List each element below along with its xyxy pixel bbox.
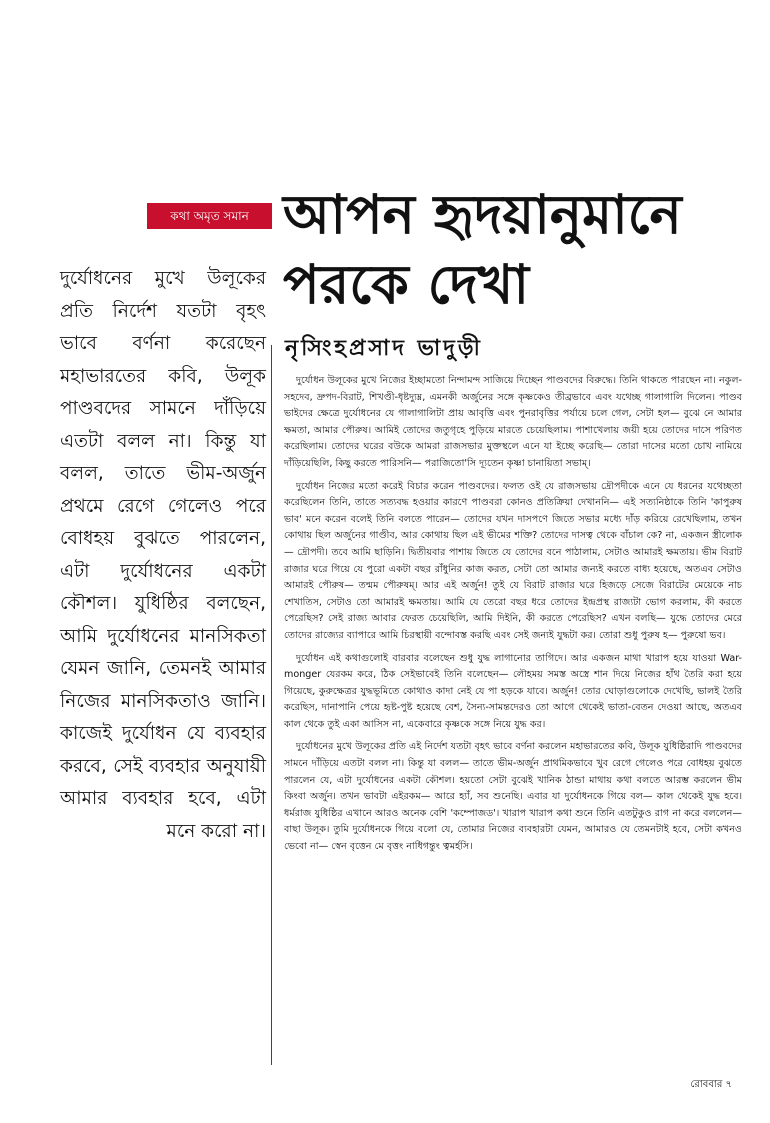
column-divider — [271, 345, 272, 1065]
pull-quote: দুর্যোধনের মুখে উলূকের প্রতি নির্দেশ যতটা বৃহৎ ভাবে বর্ণনা করেছেন মহাভারতের কবি, উলূক পাণ্ডবদের সামনে দাঁড়িয়ে এতটা বলল না। কিন্তু যা বলল, তাতে ভীম-অর্জুন প্রথমে রেগে গেলেও পরে বোধহয় বুঝতে পারলেন, এটা দুর্যোধনের একটা কৌশল। যুধিষ্ঠির বলছেন, আমি দুর্যোধনের মানসিকতা যেমন জানি, তেমনই আমার নিজের মানসিকতাও জানি। কাজেই দুর্যোধন যে ব্যবহার করবে, সেই ব্যবহার অনুযায়ী আমার ব্যবহার হবে, এটা মনে করো না। — [60, 268, 266, 842]
body-paragraph: দুর্যোধন এই কথাগুলোই বারবার বলেছেন শুধু যুদ্ধ লাগানোর তাগিদে। আর একজন মাথা খারাপ হয়ে যাওয়া War-monger যেরকম করে, ঠিক সেইভাবেই তিনি বলেছেন— লৌহময় সমস্ত অস্ত্রে শান দিয়ে নিজের হাঁথ তৈরি করা হয়ে গিয়েছে, কুরুক্ষেত্রর যুদ্ধভূমিতে কোথাও কাদা নেই যে পা হড়কে যাবে। অর্জুন! তোর ঘোড়াগুলোকে দেখেছি, ভালই তৈরি করেছিস, দানাপানি পেয়ে হৃষ্ট-পুষ্ট হয়েছে বেশ, সৈন্য-সামন্তদেরও তো আগে থেকেই ভাতা-বেতন দেওয়া আছে, অতএব কাল থেকে তুই একা আসিস না, একেবারে কৃষ্ণকে সঙ্গে নিয়ে যুদ্ধ কর। — [284, 652, 742, 730]
body-paragraph: দুর্যোধন নিজের মতো করেই বিচার করেন পাণ্ডবদের। ফলত ওই যে রাজসভায় দ্রৌপদীকে এনে যে ধরনের যথেচ্ছতা করেছিলেন তিনি, তাতে সত্যবদ্ধ হওয়ার কারণে পাণ্ডবরা কোনও প্রতিক্রিয়া দেখাননি— এই সত্যনিষ্ঠাকে তিনি 'কাপুরুষ ভাব' মনে করেন বলেই তিনি বলতে পারেন— তোদের যখন দাসপণে জিতে সভার মধ্যে দাঁড় করিয়ে রেখেছিলাম, তখন কোথায় ছিল অর্জুনের গাণ্ডীব, আর কোথায় ছিল এই ভীমের শক্তি? তোদের দাসত্ব থেকে বাঁচাল কে? না, একজন স্ত্রীলোক— দ্রৌপদী। তবে আমি ছাড়িনি। দ্বিতীয়বার পাশায় জিতে যে তোদের বনে পাঠালাম, সেটাও আমারই ক্ষমতায়। ভীম বিরাট রাজার ঘরে গিয়ে যে পুরো একটা বছর রাঁধুনির কাজ করত, সেটা তো আমার জন্যই করতে বাধ্য হয়েছে, অতএব সেটাও আমারই পৌরুষ— তন্মম পৌরুষম্। আর এই অর্জুন! তুই যে বিরাট রাজার ঘরে হিজড়ে সেজে বিরাটের মেয়েকে নাচ শেখাতিস, সেটাও তো আমারই ক্ষমতায়। আমি যে তেরো বছর ধরে তোদের ইন্দ্রপ্রস্থ রাজ্যটা ভোগ করলাম, কী করতে পেরেছিস? সেই রাজ্য আবার ফেরত চেয়েছিলি, আমি দিইনি, কী করতে পেরেছিস? এখন বলছি— যুদ্ধে তোদের মেরে তোদের রাজ্যের ব্যাপারে আমি চিরস্থায়ী বন্দোবস্ত করছি এবং সেই জন্যই যুদ্ধটা কর। তোরা শুধু পুরুষ হ— পুরুষো ভব। — [284, 480, 742, 641]
body-paragraph: দুর্যোধন উলূকের মুখে নিজের ইচ্ছামতো নিন্দামন্দ সাজিয়ে দিচ্ছেন পাণ্ডবদের বিরুদ্ধে। তিনি থাকতে পারছেন না। নকুল-সহদেব, দ্রুপদ-বিরাট, শিখণ্ডী-ধৃষ্টদ্যুম্ন, এমনকী অর্জুনের সঙ্গে কৃষ্ণকেও তীব্রভাবে এবং যথেচ্ছ গালাগালি দিলেন। পাণ্ডব ভাইদের ক্ষেত্রে দুর্যোধনের যে গালাগালিটা প্রায় আবৃত্তি এবং পুনরাবৃত্তির পর্যায়ে চলে গেল, সেটা হল— বুঝে নে আমার ক্ষমতা, আমার পৌরুষ। আমিই তোদের জতুগৃহে পুড়িয়ে মারতে চেয়েছিলাম। পাশাখেলায় জয়ী হয়ে তোদের দাসে পরিণত করেছিলাম। তোদের ঘরের বউকে আমরা রাজসভার মুক্তস্থলে এনে যা ইচ্ছে করেছি— তোরা দাসের মতো চোখ নামিয়ে দাঁড়িয়েছিলি, কিছু করতে পারিসনি— পরাজিতো'সি দ্যূতেন কৃষ্ণা চানায়িতা সভাম্। — [284, 375, 742, 469]
section-badge: কথা অমৃত সমান — [147, 203, 272, 229]
headline-line-2: পরকে দেখা — [283, 253, 530, 316]
article-body — [284, 373, 742, 862]
body-paragraph: দুর্যোধনের মুখে উলূকের প্রতি এই নির্দেশ যতটা বৃহৎ ভাবে বর্ণনা করলেন মহাভারতের কবি, উলূক যুধিষ্ঠিরাদি পাণ্ডবদের সামনে দাঁড়িয়ে এতটা বলল না। কিন্তু যা বলল— তাতে ভীম-অর্জুন প্রাথমিকভাবে খুব রেগে গেলেও পরে বোধহয় বুঝতে পারলেন যে, এটা দুর্যোধনের একটা কৌশল। হয়তো সেটা বুঝেই খানিক ঠান্ডা মাথায় কথা বলতে আরম্ভ করলেন ভীম কিংবা অর্জুন। তখন ভাবটা এইরকম— আরে হ্যাঁ, সব শুনেছি। এবার যা দুর্যোধনকে গিয়ে বল— কাল থেকেই যুদ্ধ হবে। ধর্মরাজ যুধিষ্ঠির এখানে আরও অনেক বেশি 'কম্পোজড'। খারাপ খারাপ কথা শুনে তিনি এতটুকুও রাগ না করে বললেন— বাছা উলূক। তুমি দুর্যোধনকে গিয়ে বলো যে, তোমার নিজের ব্যবহারটা যেমন, আমারও যে তেমনটাই হবে, সেটা কখনও ভেবো না— স্বেন বৃত্তেন মে বৃত্তং নাধিগন্তুং ত্বমর্হসি। — [284, 741, 742, 853]
page-footer: রোববার ৭ — [690, 1079, 732, 1090]
author-byline: নৃসিংহপ্রসাদ ভাদুড়ী — [285, 336, 483, 361]
headline-line-1: আপন হৃদয়ানুমানে — [283, 183, 682, 246]
headline — [283, 180, 753, 320]
